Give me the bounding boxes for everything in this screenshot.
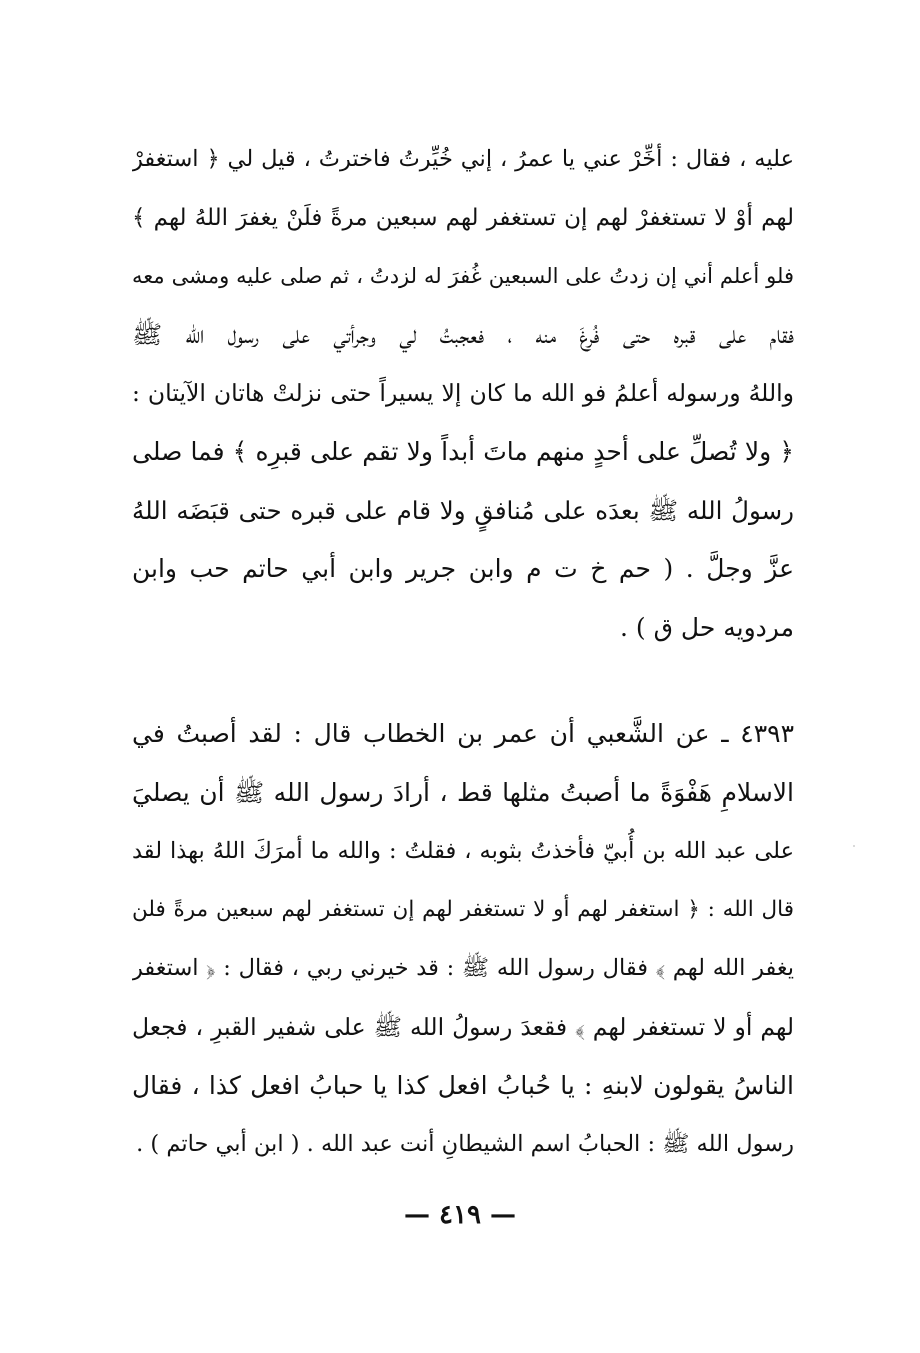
text-line: يغفر الله لهم ﴾ فقال رسول الله ﷺ : قد خيرني ربي ، فقال : ﴿ استغفر	[132, 955, 794, 982]
page-number: — ٤١٩ —	[403, 1200, 517, 1230]
text-line: على عبد الله بن أُبيّ فأخذتُ بثوبه ، فقلتُ : والله ما أمرَكَ اللهُ بهذا لقد	[132, 838, 794, 865]
text-line: ٤٣٩٣ ـ عن الشَّعبي أن عمر بن الخطاب قال : لقد أصبتُ في	[132, 719, 794, 748]
text-line: عزَّ وجلَّ . ( حم خ ت م وابن جرير وابن أبي حاتم حب وابن	[132, 554, 794, 584]
text-line: رسول الله ﷺ : الحبابُ اسم الشيطانِ أنت عبد الله . ( ابن أبي حاتم ) .	[136, 1131, 794, 1158]
text-line: فلو أعلم أني إن زدتُ على السبعين غُفرَ له لزدتُ ، ثم صلى عليه ومشى معه	[132, 264, 794, 289]
hadith-paragraph-4393	[132, 705, 794, 1174]
scan-speck	[853, 845, 855, 847]
text-line: الناسُ يقولون لابنهِ : يا حُبابُ افعل كذا يا حبابُ افعل كذا ، فقال	[132, 1070, 794, 1100]
text-line: مردويه حل ق ) .	[619, 612, 794, 642]
text-line: قال الله : ﴿ استغفر لهم أو لا تستغفر لهم إن تستغفر لهم سبعين مرةً فلن	[132, 896, 794, 922]
text-line: فقام على قبره حتى فُرغَ منه ، فعجبتُ لي وجرأتي على رسول الله ﷺ	[132, 319, 794, 349]
text-line: رسولُ الله ﷺ بعدَه على مُنافقٍ ولا قام على قبره حتى قبَضَه اللهُ	[132, 495, 794, 525]
text-line: الاسلامِ هَفْوَةً ما أصبتُ مثلها قط ، أرادَ رسول الله ﷺ أن يصليَ	[132, 777, 794, 807]
hadith-paragraph-1	[132, 130, 794, 657]
text-line: لهم أوْ لا تستغفرْ لهم إن تستغفر لهم سبعين مرةً فلَنْ يغفرَ اللهُ لهم ﴾	[132, 204, 794, 231]
text-line: لهم أو لا تستغفر لهم ﴾ فقعدَ رسولُ الله ﷺ على شفير القبرِ ، فجعل	[132, 1012, 794, 1041]
text-line: ﴿ ولا تُصلِّ على أحدٍ منهم ماتَ أبداً ولا تقم على قبرِه ﴾ فما صلى	[132, 436, 794, 466]
text-line: عليه ، فقال : أخِّرْ عني يا عمرُ ، إني خُيِّرتُ فاخترتُ ، قيل لي ﴿ استغفرْ	[132, 146, 794, 172]
text-line: واللهُ ورسوله أعلمُ فو الله ما كان إلا يسيراً حتى نزلتْ هاتان الآيتان :	[132, 379, 794, 408]
